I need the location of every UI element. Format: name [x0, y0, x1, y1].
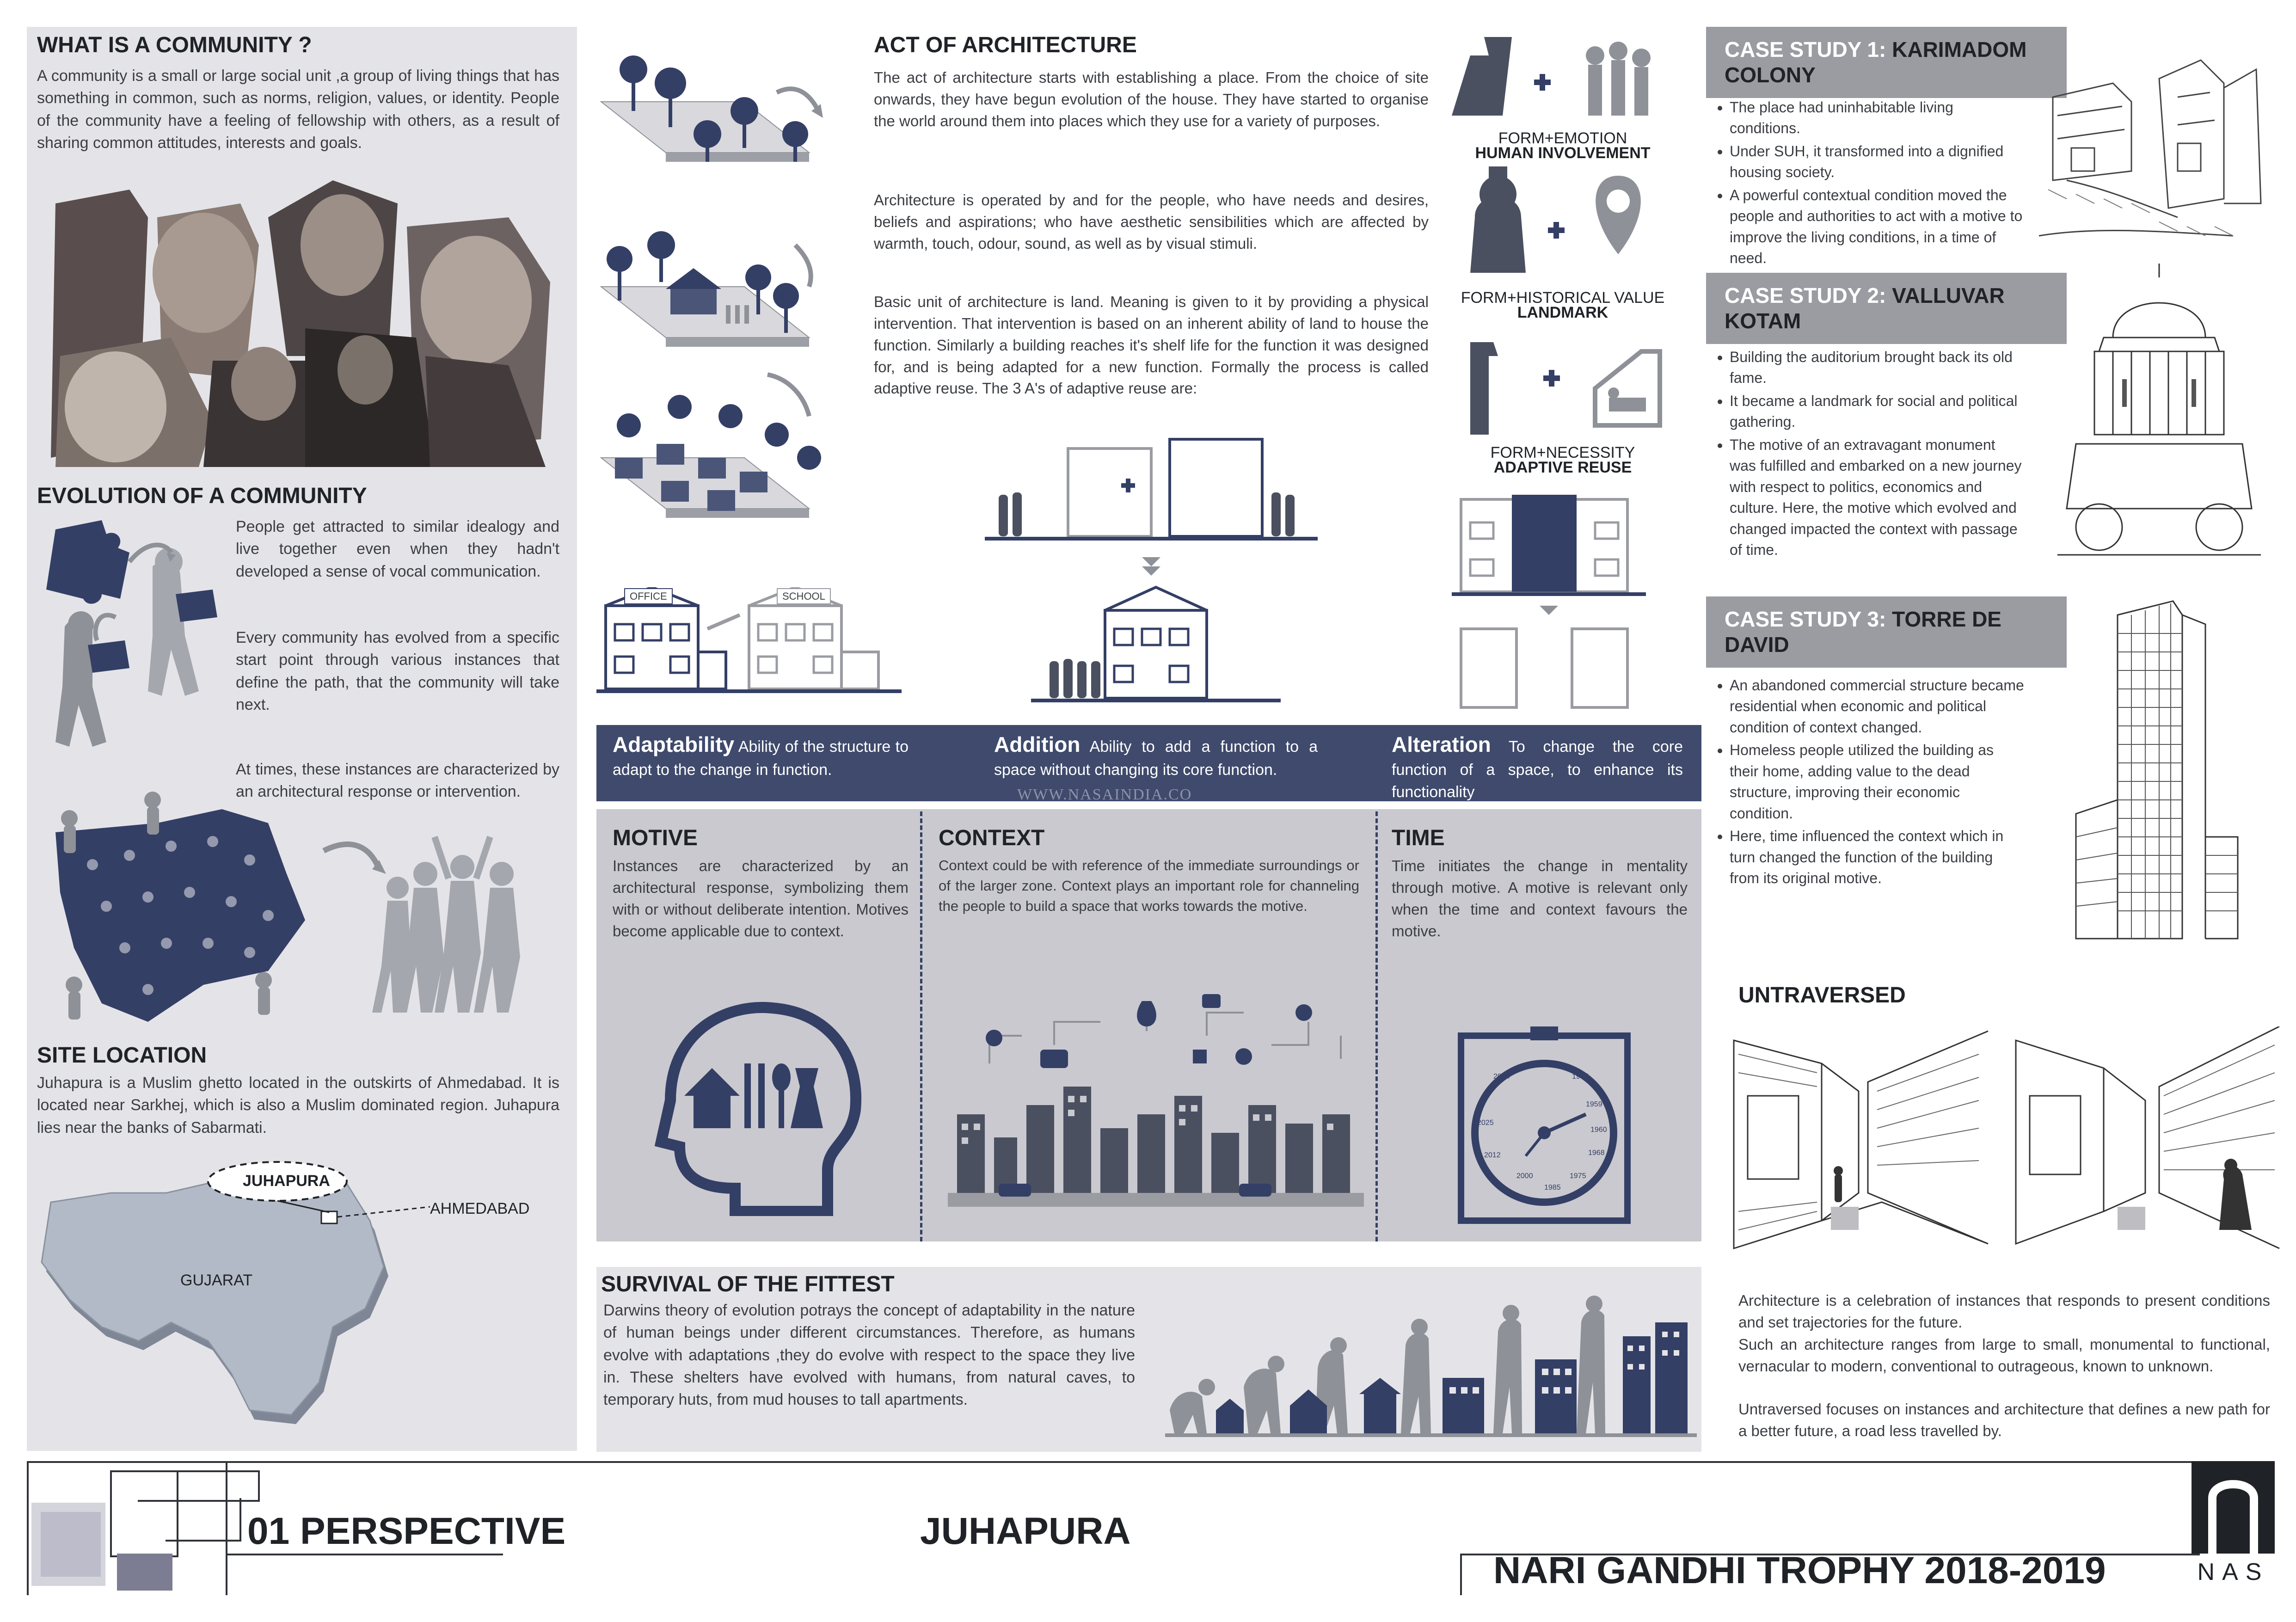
site-title: SITE LOCATION	[37, 1043, 207, 1068]
community-people-image	[46, 162, 559, 467]
form1-bottom: HUMAN INVOLVEMENT	[1475, 144, 1651, 162]
adaptability-title: Adaptability	[613, 732, 735, 756]
context-city-icons	[948, 994, 1364, 1216]
label-school: SCHOOL	[777, 588, 831, 604]
nas-logo-text: NAS	[2197, 1559, 2269, 1585]
form-necessity-icons	[1443, 324, 1683, 444]
clock-year: 1960	[1590, 1126, 1607, 1134]
list-item: • An abandoned commercial structure became residential when economic and political condition of context changed.	[1730, 675, 2026, 738]
case1-bullets	[1713, 97, 2026, 271]
act-p3: Basic unit of architecture is land. Meaning is given to it by providing a physical intervention. That intervention is based on an inherent ability of land to house the function. Similarly a building reaches it's shelf life for the function it was designed for, and is being adapted for a new function. Formally the process is called adaptive reuse. The 3 A's of adaptive reuse are:	[874, 293, 1429, 397]
puzzle-map-illustration	[46, 781, 564, 1040]
alteration-text: To change the core function of a space, to enhance its functionality	[1392, 738, 1683, 801]
clock-year: 1968	[1588, 1149, 1605, 1157]
mct-divider-2	[1375, 811, 1378, 1241]
footer-left-vline	[27, 1461, 29, 1595]
survival-text: Darwins theory of evolution potrays the concept of adaptability in the nature of human beings under different circumstances. Therefore, as humans evolve with adaptations ,they do evolve with respect to the space they live in. These shelters have evolved with humans, from natural caves, to temporary huts, from mud houses to tall apartments.	[603, 1302, 1135, 1409]
alteration-title: Alteration	[1392, 732, 1491, 756]
evolution-title: EVOLUTION OF A COMMUNITY	[37, 484, 367, 508]
case2-bullets	[1713, 347, 2026, 562]
list-item: • Here, time influenced the context which in turn changed the function of the building from its original motive.	[1730, 826, 2026, 889]
adaptability-text: Ability of the structure to adapt to the change in function.	[613, 738, 909, 779]
adaptability-buildings	[596, 587, 911, 717]
motive-text: Instances are characterized by an architectural response, symbolizing them with or without deliberate intention. Motives become applicable due to context.	[613, 857, 909, 940]
addition-block	[994, 730, 1318, 781]
human-evolution-illustration	[1165, 1295, 1697, 1443]
form3-bottom: ADAPTIVE REUSE	[1493, 459, 1632, 476]
case1-header	[1706, 27, 2067, 98]
evolution-p3: At times, these instances are characterized by an architectural response or intervention.	[236, 761, 559, 801]
addition-buildings	[985, 430, 1318, 717]
case3-name: TORRE DE DAVID	[1725, 607, 2001, 657]
karimadom-sketch	[2039, 51, 2270, 264]
clock-year: 1985	[1544, 1184, 1561, 1192]
footer-block-4	[117, 1554, 172, 1591]
case1-label: CASE STUDY 1:	[1725, 37, 1886, 61]
untraversed-title: UNTRAVERSED	[1738, 983, 1906, 1008]
untraversed-p1: Architecture is a celebration of instances that responds to present conditions and set trajectories for the future.	[1738, 1292, 2270, 1331]
clock-year: 1947	[1572, 1073, 1589, 1081]
map-label-gujarat: GUJARAT	[180, 1272, 253, 1289]
footer-vline-3	[1460, 1554, 1462, 1595]
clock-year: 2012	[1484, 1151, 1501, 1159]
list-item: • Homeless people utilized the building as their home, adding value to the dead structure, improving their economic condition.	[1730, 740, 2026, 824]
untraversed-sketches	[1729, 1026, 2284, 1267]
act-p2: Architecture is operated by and for the people, who have needs and desires, beliefs and aspirations; who have aesthetic sensibilities which are affected by warmth, touch, odour, sound, as well as by visual stimuli.	[874, 191, 1429, 252]
case3-bullets	[1713, 675, 2026, 891]
evolution-trees-houses-illustration	[592, 28, 860, 527]
case3-label: CASE STUDY 3:	[1725, 607, 1886, 631]
torre-de-david-sketch	[2067, 596, 2252, 948]
clock-year: 1959	[1586, 1100, 1602, 1108]
form1-top: FORM+EMOTION	[1498, 129, 1627, 147]
footer-top-line	[27, 1461, 2200, 1463]
addition-title: Addition	[994, 732, 1080, 756]
act-p1: The act of architecture starts with establishing a place. From the choice of site onwards, they have begun evolution of the house. They have started to organise the world around them into places which they use for a variety of purposes.	[874, 69, 1429, 129]
footer-trophy: NARI GANDHI TROPHY 2018-2019	[1493, 1549, 2106, 1591]
footer-block-6	[166, 1498, 241, 1542]
label-office: OFFICE	[624, 588, 673, 604]
site-text: Juhapura is a Muslim ghetto located in the outskirts of Ahmedabad. It is located near Sarkhej, which is also a Muslim dominated region. Juhapura lies near the banks of Sabarmati.	[37, 1074, 559, 1137]
nas-logo-icon	[2192, 1461, 2275, 1554]
valluvar-kotam-sketch	[2048, 259, 2270, 564]
addition-text: Ability to add a function to a space without changing its core function.	[994, 738, 1318, 779]
form-emotion-icons	[1433, 28, 1674, 129]
clock-year: 1975	[1570, 1172, 1586, 1180]
footer-perspective: 01 PERSPECTIVE	[247, 1510, 566, 1552]
time-text: Time initiates the change in mentality through motive. A motive is relevant only when the time and context favours the motive.	[1392, 857, 1688, 940]
form3-top: FORM+NECESSITY	[1490, 444, 1635, 461]
form-landmark-icons	[1443, 162, 1683, 282]
untraversed-p3: Untraversed focuses on instances and architecture that defines a new path for a better future, a road less travelled by.	[1738, 1401, 2270, 1439]
motive-head-icon	[643, 994, 865, 1216]
footer-place: JUHAPURA	[920, 1510, 1131, 1552]
case2-header	[1706, 273, 2067, 344]
mct-divider-1	[920, 811, 922, 1241]
list-item: • It became a landmark for social and political gathering.	[1730, 391, 2026, 433]
list-item: • Building the auditorium brought back its old fame.	[1730, 347, 2026, 389]
context-text: Context could be with reference of the immediate surroundings or of the larger zone. Context plays an important role for channeling the people to build a space that works towards the motive.	[939, 857, 1359, 915]
form2-bottom: LANDMARK	[1517, 304, 1608, 321]
act-title: ACT OF ARCHITECTURE	[874, 33, 1137, 57]
list-item: • A powerful contextual condition moved the people and authorities to act with a motive to improve the living conditions, in a time of need.	[1730, 185, 2026, 269]
map-label-juhapura: JUHAPURA	[243, 1172, 330, 1190]
clock-years	[1475, 1063, 1614, 1202]
alteration-block	[1392, 730, 1683, 804]
evolution-p1: People get attracted to similar idealogy and live together even when they hadn't developed a sense of vocal communication.	[236, 518, 559, 580]
clock-year: 2025	[1477, 1119, 1494, 1127]
puzzle-people-illustration	[37, 511, 240, 788]
untraversed-p2: Such an architecture ranges from large to small, monumental to functional, vernacular to modern, conventional to outrageous, known to unknown.	[1738, 1336, 2270, 1375]
map-label-ahmedabad: AHMEDABAD	[430, 1200, 530, 1217]
list-item: • The motive of an extravagant monument was fulfilled and embarked on a new journey with respect to politics, economics and culture. Here, the motive which evolved and changed impacted the context with passage of time.	[1730, 435, 2026, 561]
survival-title: SURVIVAL OF THE FITTEST	[601, 1272, 895, 1296]
motive-title: MOTIVE	[613, 826, 698, 850]
clock-year: 2000	[1516, 1172, 1533, 1180]
list-item: • The place had uninhabitable living conditions.	[1730, 97, 2026, 139]
clock-year: 2054	[1493, 1073, 1510, 1081]
clock-year: 2083	[1535, 1061, 1552, 1069]
time-title: TIME	[1392, 826, 1445, 850]
footer-block-5	[138, 1470, 260, 1502]
adaptability-block	[613, 730, 909, 781]
alteration-buildings	[1452, 481, 1655, 717]
case3-header	[1706, 596, 2067, 668]
watermark: WWW.NASAINDIA.CO	[1017, 786, 1192, 803]
footer-hline-2	[226, 1554, 503, 1555]
footer-block-2	[41, 1512, 101, 1577]
footer-vline-2	[226, 1461, 227, 1595]
form2-top: FORM+HISTORICAL VALUE	[1461, 289, 1665, 307]
community-title: WHAT IS A COMMUNITY ?	[37, 33, 312, 57]
community-text: A community is a small or large social unit ,a group of living things that has something in common, such as norms, religion, values, or identity. People of the community have a feeling of fellowship with others, as a result of sharing common attitudes, interests and goals.	[37, 67, 559, 152]
list-item: • Under SUH, it transformed into a dignified housing society.	[1730, 141, 2026, 183]
evolution-p2: Every community has evolved from a specific start point through various instances that define the path, that the community will take next.	[236, 629, 559, 713]
case2-name: VALLUVAR KOTAM	[1725, 283, 2005, 333]
case1-name: KARIMADOM COLONY	[1725, 37, 2027, 87]
context-title: CONTEXT	[939, 826, 1045, 850]
case2-label: CASE STUDY 2:	[1725, 283, 1886, 307]
